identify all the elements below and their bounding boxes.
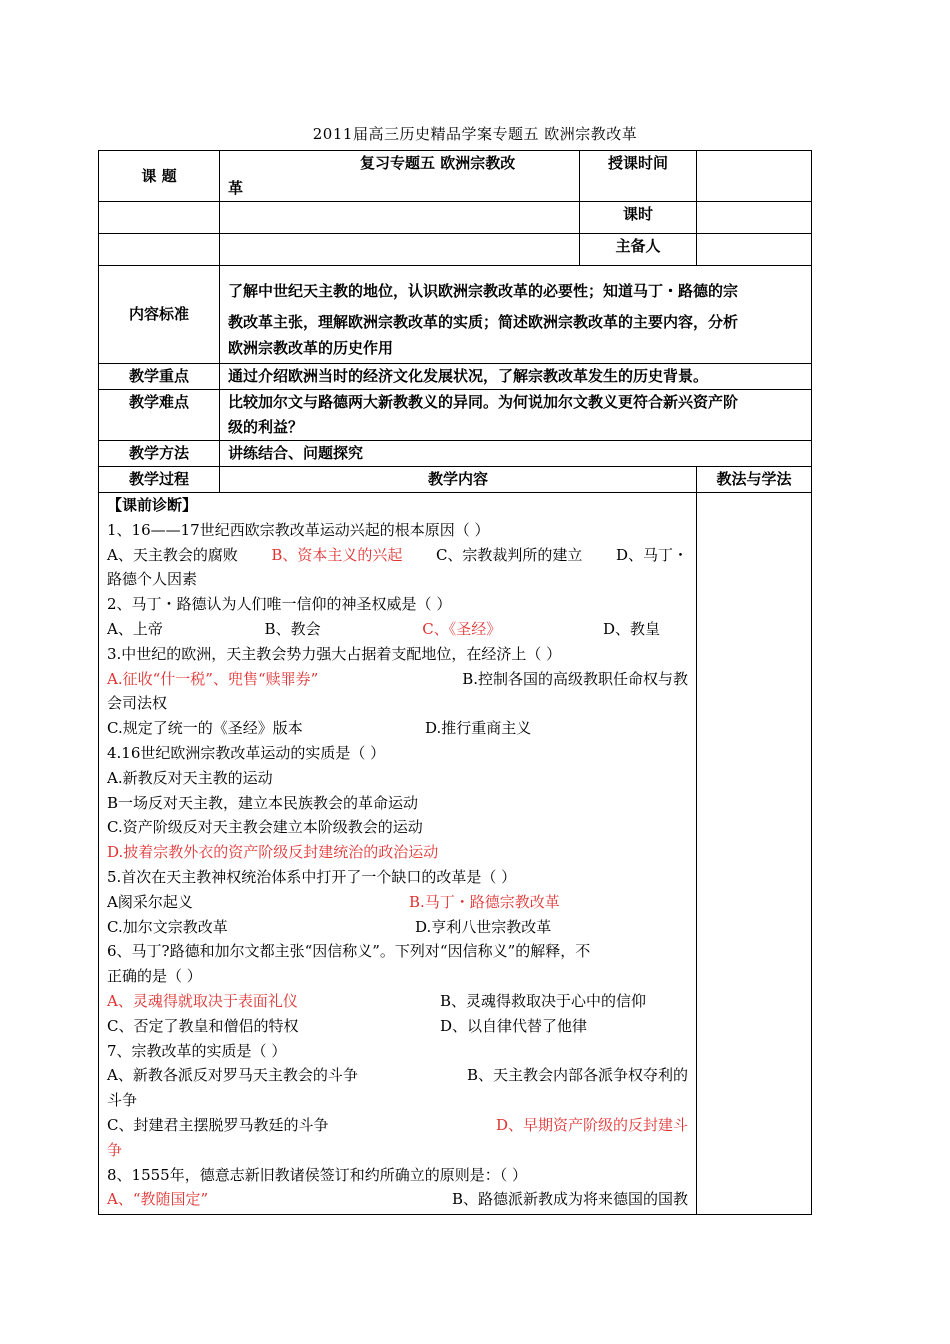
standard-line-3: 欧洲宗教改革的历史作用 bbox=[228, 339, 394, 357]
q1-option-d[interactable]: D、马丁・ bbox=[615, 545, 688, 564]
q5-option-c[interactable]: C.加尔文宗教改革 bbox=[107, 917, 228, 936]
q6-option-c[interactable]: C、否定了教皇和僧侣的特权 bbox=[107, 1016, 299, 1035]
diagnosis-row bbox=[99, 493, 812, 1215]
time-value[interactable] bbox=[697, 151, 812, 202]
q7-stem: 7、宗教改革的实质是（ ） bbox=[107, 1041, 287, 1060]
subject-label: 课 题 bbox=[99, 151, 220, 202]
q6-option-d[interactable]: D、以自律代替了他律 bbox=[440, 1016, 588, 1035]
difficulty-line-2: 级的利益？ bbox=[228, 418, 304, 436]
q8-option-a[interactable]: A、“教随国定” bbox=[107, 1190, 209, 1209]
q7-option-a[interactable]: A、新教各派反对罗马天主教会的斗争 bbox=[107, 1066, 358, 1085]
preparer-empty-1 bbox=[99, 234, 220, 266]
q3-option-b-cont: 会司法权 bbox=[107, 694, 168, 713]
approach-column[interactable] bbox=[697, 493, 812, 1215]
process-header: 教学过程 bbox=[99, 467, 220, 493]
standard-line-2: 教改革主张，理解欧洲宗教改革的实质；简述欧洲宗教改革的主要内容，分析 bbox=[228, 313, 739, 331]
q3-options-1 bbox=[107, 667, 688, 692]
q2-option-d[interactable]: D、教皇 bbox=[602, 619, 660, 638]
diagnosis-heading: 【课前诊断】 bbox=[107, 496, 198, 514]
q5-option-a[interactable]: A阂采尔起义 bbox=[107, 892, 193, 911]
content-header: 教学内容 bbox=[220, 467, 697, 493]
q7-option-b[interactable]: B、天主教会内部各派争权夺利的 bbox=[466, 1066, 688, 1085]
q1-option-c[interactable]: C、宗教裁判所的建立 bbox=[435, 545, 583, 564]
q4-option-c[interactable]: C.资产阶级反对天主教会建立本阶级教会的运动 bbox=[107, 818, 423, 837]
q5-stem: 5.首次在天主教神权统治体系中打开了一个缺口的改革是（ ） bbox=[107, 867, 517, 886]
q2-options bbox=[107, 617, 688, 642]
q6-stem: 6、马丁?路德和加尔文都主张“因信称义”。下列对“因信称义”的解释，不 bbox=[107, 942, 591, 961]
q1-option-a[interactable]: A、天主教会的腐败 bbox=[107, 545, 238, 564]
q2-option-c[interactable]: C、《圣经》 bbox=[422, 619, 502, 638]
q1-option-b[interactable]: B、资本主义的兴起 bbox=[271, 545, 403, 564]
diagnosis-content bbox=[99, 493, 697, 1215]
time-label: 授课时间 bbox=[580, 151, 697, 202]
period-value[interactable] bbox=[697, 202, 812, 234]
q3-option-d[interactable]: D.推行重商主义 bbox=[425, 719, 532, 738]
q1-options bbox=[107, 543, 688, 568]
subject-row bbox=[99, 151, 812, 202]
q8-option-b[interactable]: B、路德派新教成为将来德国的国教 bbox=[451, 1190, 688, 1209]
q6-option-b[interactable]: B、灵魂得救取决于心中的信仰 bbox=[440, 991, 647, 1010]
approach-header: 教法与学法 bbox=[697, 467, 812, 493]
method-text: 讲练结合、问题探究 bbox=[220, 441, 812, 467]
difficulty-line-1: 比较加尔文与路德两大新教教义的异同。为何说加尔文教义更符合新兴资产阶 bbox=[228, 393, 739, 411]
q8-stem: 8、1555年，德意志新旧教诸侯签订和约所确立的原则是：（ ） bbox=[107, 1165, 527, 1184]
q2-option-b[interactable]: B、教会 bbox=[264, 619, 321, 638]
preparer-row bbox=[99, 234, 812, 266]
standard-text bbox=[220, 266, 812, 364]
standard-row bbox=[99, 266, 812, 364]
key-point-row bbox=[99, 364, 812, 390]
q7-option-b-cont: 斗争 bbox=[107, 1091, 138, 1110]
method-row bbox=[99, 441, 812, 467]
q6-stem-cont: 正确的是（ ） bbox=[107, 967, 202, 986]
period-empty-1 bbox=[99, 202, 220, 234]
q1-stem: 1、16——17世纪西欧宗教改革运动兴起的根本原因（ ） bbox=[107, 520, 490, 539]
q7-option-d[interactable]: D、早期资产阶级的反封建斗 bbox=[495, 1115, 688, 1134]
method-label: 教学方法 bbox=[99, 441, 220, 467]
key-point-label: 教学重点 bbox=[99, 364, 220, 390]
page-title: 2011届高三历史精品学案专题五 欧洲宗教改革 bbox=[312, 125, 638, 143]
standard-line-1: 了解中世纪天主教的地位，认识欧洲宗教改革的必要性；知道马丁・路德的宗 bbox=[228, 282, 739, 300]
period-label: 课时 bbox=[580, 202, 697, 234]
q4-option-b[interactable]: B一场反对天主教，建立本民族教会的革命运动 bbox=[107, 793, 419, 812]
q6-options-1 bbox=[107, 989, 688, 1014]
q8-options bbox=[107, 1187, 688, 1212]
difficulty-row bbox=[99, 390, 812, 441]
q2-option-a[interactable]: A、上帝 bbox=[107, 619, 163, 638]
q6-option-a[interactable]: A、灵魂得就取决于表面礼仪 bbox=[107, 991, 298, 1010]
lesson-plan-table bbox=[98, 150, 812, 1215]
period-empty-2 bbox=[220, 202, 580, 234]
q3-option-a[interactable]: A.征收“什一税”、兜售“赎罪券” bbox=[107, 669, 319, 688]
q3-option-b[interactable]: B.控制各国的高级教职任命权与教 bbox=[462, 669, 688, 688]
q6-options-2 bbox=[107, 1014, 688, 1039]
standard-label: 内容标准 bbox=[99, 266, 220, 364]
q5-option-b[interactable]: B.马丁・路德宗教改革 bbox=[409, 892, 560, 911]
q4-option-a[interactable]: A.新教反对天主教的运动 bbox=[107, 768, 273, 787]
q3-stem: 3.中世纪的欧洲，天主教会势力强大占据着支配地位，在经济上（ ） bbox=[107, 644, 562, 663]
q5-option-d[interactable]: D.亨利八世宗教改革 bbox=[415, 917, 552, 936]
preparer-value[interactable] bbox=[697, 234, 812, 266]
q7-options-1 bbox=[107, 1063, 688, 1088]
q5-options-2 bbox=[107, 915, 688, 940]
period-row bbox=[99, 202, 812, 234]
q7-option-c[interactable]: C、封建君主摆脱罗马教廷的斗争 bbox=[107, 1115, 329, 1134]
preparer-empty-2 bbox=[220, 234, 580, 266]
q1-option-d-cont: 路德个人因素 bbox=[107, 570, 198, 589]
subject-value-line-1: 复习专题五 欧洲宗教改 bbox=[360, 154, 516, 172]
q7-options-2 bbox=[107, 1113, 688, 1138]
difficulty-text bbox=[220, 390, 812, 441]
q7-option-d-cont: 争 bbox=[107, 1140, 123, 1159]
subject-value bbox=[220, 151, 580, 202]
q3-options-2 bbox=[107, 716, 688, 741]
q2-stem: 2、马丁・路德认为人们唯一信仰的神圣权威是（ ） bbox=[107, 595, 452, 614]
q3-option-c[interactable]: C.规定了统一的《圣经》版本 bbox=[107, 719, 303, 738]
q5-options-1 bbox=[107, 890, 688, 915]
q4-option-d[interactable]: D.披着宗教外衣的资产阶级反封建统治的政治运动 bbox=[107, 843, 439, 862]
process-header-row bbox=[99, 467, 812, 493]
difficulty-label: 教学难点 bbox=[99, 390, 220, 441]
key-point-text: 通过介绍欧洲当时的经济文化发展状况，了解宗教改革发生的历史背景。 bbox=[220, 364, 812, 390]
preparer-label: 主备人 bbox=[580, 234, 697, 266]
subject-value-line-2: 革 bbox=[228, 179, 244, 197]
q4-stem: 4.16世纪欧洲宗教改革运动的实质是（ ） bbox=[107, 743, 386, 762]
